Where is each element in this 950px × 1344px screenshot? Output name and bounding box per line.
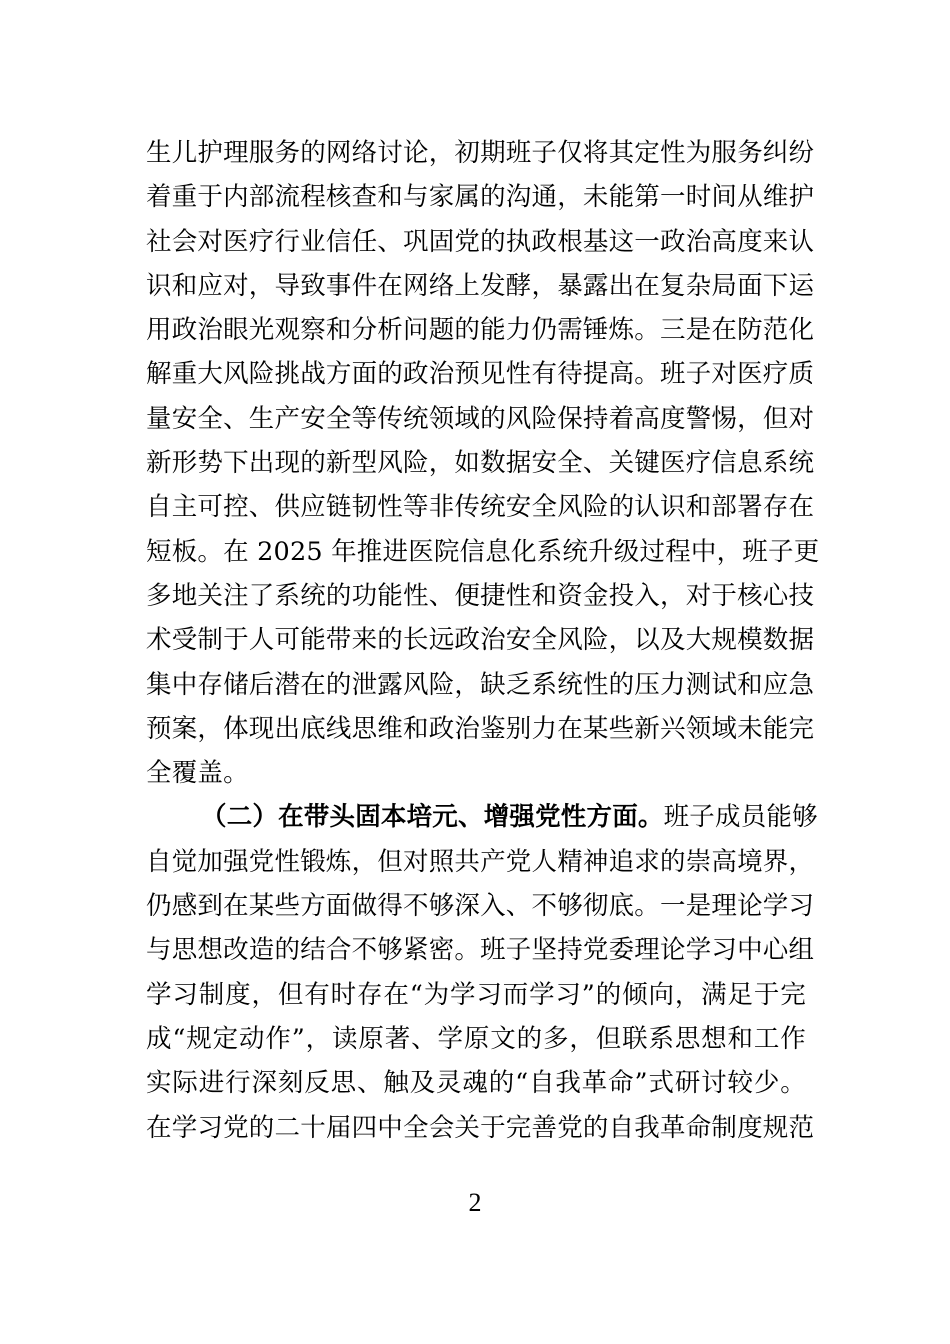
text-line: 着重于内部流程核查和与家属的沟通，未能第一时间从维护 bbox=[146, 182, 815, 213]
text-line: 识和应对，导致事件在网络上发酵，暴露出在复杂局面下运 bbox=[146, 270, 815, 301]
text-line: 实际进行深刻反思、触及灵魂的“自我革命”式研讨较少。 bbox=[146, 1068, 806, 1099]
text-line: 社会对医疗行业信任、巩固党的执政根基这一政治高度来认 bbox=[146, 226, 815, 257]
text-line: 在学习党的二十届四中全会关于完善党的自我革命制度规范 bbox=[146, 1112, 815, 1143]
page-number: 2 bbox=[468, 1188, 482, 1217]
text-line: 自觉加强党性锻炼，但对照共产党人精神追求的崇高境界， bbox=[146, 846, 815, 877]
text-line: 全覆盖。 bbox=[146, 758, 249, 789]
text-line: 量安全、生产安全等传统领域的风险保持着高度警惕，但对 bbox=[146, 403, 815, 434]
text-line: 集中存储后潜在的泄露风险，缺乏系统性的压力测试和应急 bbox=[146, 669, 815, 700]
text-line: 术受制于人可能带来的长远政治安全风险，以及大规模数据 bbox=[146, 625, 815, 656]
text-line: 生儿护理服务的网络讨论，初期班子仅将其定性为服务纠纷 bbox=[146, 138, 815, 168]
text-line: 自主可控、供应链韧性等非传统安全风险的认识和部署存在 bbox=[146, 492, 815, 523]
body-text bbox=[146, 131, 820, 1150]
text-line-first bbox=[146, 795, 818, 839]
heading-continuation: 班子成员能够 bbox=[663, 802, 818, 833]
text-line: 多地关注了系统的功能性、便捷性和资金投入，对于核心技 bbox=[146, 580, 815, 611]
text-line: 与思想改造的结合不够紧密。班子坚持党委理论学习中心组 bbox=[146, 935, 815, 966]
text-line: 学习制度，但有时存在“为学习而学习”的倾向，满足于完 bbox=[146, 979, 806, 1010]
text-line: 新形势下出现的新型风险，如数据安全、关键医疗信息系统 bbox=[146, 448, 815, 479]
paragraph-1 bbox=[146, 131, 820, 795]
text-line: 用政治眼光观察和分析问题的能力仍需锤炼。三是在防范化 bbox=[146, 315, 815, 346]
text-line: 预案，体现出底线思维和政治鉴别力在某些新兴领域未能完 bbox=[146, 713, 815, 744]
text-line: 仍感到在某些方面做得不够深入、不够彻底。一是理论学习 bbox=[146, 891, 815, 922]
section-heading: （二）在带头固本培元、增强党性方面。 bbox=[201, 802, 664, 833]
text-line: 短板。在 2025 年推进医院信息化系统升级过程中，班子更 bbox=[146, 536, 820, 567]
text-line: 成“规定动作”，读原著、学原文的多，但联系思想和工作 bbox=[146, 1023, 806, 1054]
paragraph-2 bbox=[146, 795, 818, 1149]
text-line: 解重大风险挑战方面的政治预见性有待提高。班子对医疗质 bbox=[146, 359, 815, 390]
